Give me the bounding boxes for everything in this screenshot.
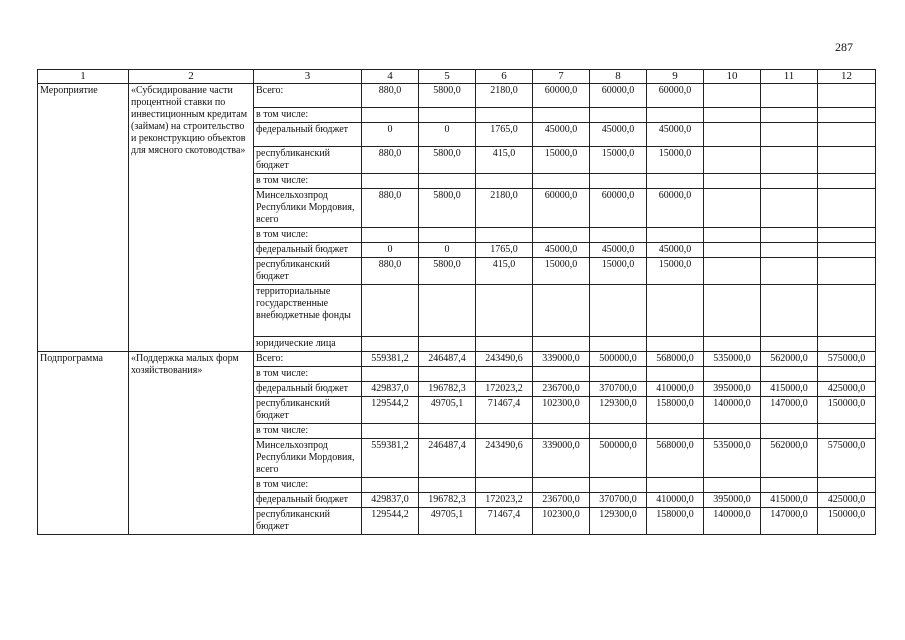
value-cell xyxy=(362,174,419,189)
value-cell xyxy=(818,243,876,258)
value-cell xyxy=(647,367,704,382)
value-cell: 395000,0 xyxy=(704,382,761,397)
value-cell: 559381,2 xyxy=(362,439,419,478)
value-cell xyxy=(818,478,876,493)
column-header: 10 xyxy=(704,70,761,84)
value-cell: 102300,0 xyxy=(533,397,590,424)
row-label: Всего: xyxy=(254,352,362,367)
value-cell xyxy=(476,478,533,493)
value-cell xyxy=(419,367,476,382)
value-cell: 45000,0 xyxy=(533,243,590,258)
table-row xyxy=(38,352,876,367)
value-cell xyxy=(704,228,761,243)
value-cell: 5800,0 xyxy=(419,84,476,108)
value-cell: 562000,0 xyxy=(761,439,818,478)
value-cell: 15000,0 xyxy=(647,147,704,174)
row-label: республиканский бюджет xyxy=(254,258,362,285)
value-cell: 140000,0 xyxy=(704,508,761,535)
row-label: Минсельхозпрод Республики Мордовия, всего xyxy=(254,439,362,478)
value-cell: 236700,0 xyxy=(533,382,590,397)
value-cell xyxy=(476,108,533,123)
value-cell: 415,0 xyxy=(476,147,533,174)
value-cell: 129300,0 xyxy=(590,508,647,535)
row-label: в том числе: xyxy=(254,478,362,493)
value-cell xyxy=(818,285,876,337)
column-header: 6 xyxy=(476,70,533,84)
value-cell: 246487,4 xyxy=(419,352,476,367)
value-cell xyxy=(362,478,419,493)
value-cell: 243490,6 xyxy=(476,352,533,367)
value-cell xyxy=(704,367,761,382)
value-cell: 15000,0 xyxy=(533,258,590,285)
value-cell: 196782,3 xyxy=(419,493,476,508)
value-cell: 500000,0 xyxy=(590,439,647,478)
value-cell xyxy=(419,108,476,123)
section-type: Мероприятие xyxy=(38,84,129,352)
value-cell xyxy=(761,174,818,189)
value-cell: 129544,2 xyxy=(362,508,419,535)
value-cell xyxy=(533,337,590,352)
value-cell xyxy=(419,228,476,243)
value-cell xyxy=(533,285,590,337)
value-cell: 45000,0 xyxy=(647,123,704,147)
value-cell xyxy=(533,424,590,439)
value-cell: 5800,0 xyxy=(419,189,476,228)
value-cell xyxy=(419,478,476,493)
column-header: 11 xyxy=(761,70,818,84)
row-label: федеральный бюджет xyxy=(254,382,362,397)
value-cell xyxy=(647,108,704,123)
value-cell: 2180,0 xyxy=(476,189,533,228)
value-cell: 1765,0 xyxy=(476,243,533,258)
value-cell xyxy=(704,174,761,189)
table-body xyxy=(38,84,876,535)
value-cell xyxy=(476,367,533,382)
value-cell xyxy=(761,424,818,439)
row-label: республиканский бюджет xyxy=(254,397,362,424)
value-cell xyxy=(761,84,818,108)
value-cell: 60000,0 xyxy=(647,84,704,108)
value-cell: 5800,0 xyxy=(419,258,476,285)
value-cell: 0 xyxy=(419,123,476,147)
value-cell xyxy=(704,147,761,174)
value-cell xyxy=(590,228,647,243)
value-cell xyxy=(647,337,704,352)
value-cell: 45000,0 xyxy=(533,123,590,147)
value-cell xyxy=(761,108,818,123)
value-cell xyxy=(704,243,761,258)
value-cell xyxy=(362,285,419,337)
value-cell xyxy=(647,478,704,493)
value-cell xyxy=(704,258,761,285)
row-label: в том числе: xyxy=(254,367,362,382)
row-label: территориальные государственные внебюджетные фонды xyxy=(254,285,362,337)
value-cell: 568000,0 xyxy=(647,352,704,367)
value-cell: 15000,0 xyxy=(590,258,647,285)
value-cell xyxy=(818,123,876,147)
value-cell: 425000,0 xyxy=(818,382,876,397)
value-cell: 158000,0 xyxy=(647,508,704,535)
column-header: 12 xyxy=(818,70,876,84)
value-cell: 880,0 xyxy=(362,189,419,228)
value-cell: 129544,2 xyxy=(362,397,419,424)
value-cell: 370700,0 xyxy=(590,493,647,508)
value-cell xyxy=(704,337,761,352)
row-label: республиканский бюджет xyxy=(254,508,362,535)
value-cell: 60000,0 xyxy=(590,84,647,108)
value-cell xyxy=(818,147,876,174)
row-label: в том числе: xyxy=(254,424,362,439)
value-cell: 150000,0 xyxy=(818,508,876,535)
value-cell: 172023,2 xyxy=(476,382,533,397)
value-cell xyxy=(419,174,476,189)
value-cell: 246487,4 xyxy=(419,439,476,478)
value-cell: 15000,0 xyxy=(533,147,590,174)
value-cell xyxy=(476,285,533,337)
value-cell: 575000,0 xyxy=(818,352,876,367)
value-cell xyxy=(362,108,419,123)
value-cell: 49705,1 xyxy=(419,508,476,535)
value-cell xyxy=(818,174,876,189)
value-cell: 2180,0 xyxy=(476,84,533,108)
value-cell xyxy=(533,228,590,243)
row-label: федеральный бюджет xyxy=(254,123,362,147)
value-cell: 415,0 xyxy=(476,258,533,285)
value-cell xyxy=(590,424,647,439)
value-cell xyxy=(533,478,590,493)
value-cell xyxy=(647,228,704,243)
value-cell: 880,0 xyxy=(362,147,419,174)
value-cell xyxy=(818,108,876,123)
value-cell: 568000,0 xyxy=(647,439,704,478)
value-cell: 429837,0 xyxy=(362,382,419,397)
value-cell xyxy=(533,108,590,123)
value-cell: 1765,0 xyxy=(476,123,533,147)
value-cell xyxy=(704,84,761,108)
value-cell: 236700,0 xyxy=(533,493,590,508)
header-row xyxy=(38,70,876,84)
value-cell: 15000,0 xyxy=(647,258,704,285)
column-header: 7 xyxy=(533,70,590,84)
row-label: в том числе: xyxy=(254,108,362,123)
value-cell: 140000,0 xyxy=(704,397,761,424)
value-cell xyxy=(761,285,818,337)
value-cell xyxy=(533,174,590,189)
value-cell xyxy=(704,123,761,147)
value-cell xyxy=(362,367,419,382)
value-cell xyxy=(818,84,876,108)
value-cell xyxy=(647,174,704,189)
column-header: 3 xyxy=(254,70,362,84)
row-label: Всего: xyxy=(254,84,362,108)
value-cell: 5800,0 xyxy=(419,147,476,174)
value-cell: 880,0 xyxy=(362,84,419,108)
value-cell: 575000,0 xyxy=(818,439,876,478)
value-cell: 370700,0 xyxy=(590,382,647,397)
value-cell xyxy=(761,258,818,285)
value-cell: 535000,0 xyxy=(704,439,761,478)
value-cell xyxy=(761,478,818,493)
value-cell xyxy=(761,243,818,258)
value-cell xyxy=(476,337,533,352)
value-cell xyxy=(818,258,876,285)
column-header: 8 xyxy=(590,70,647,84)
value-cell xyxy=(476,424,533,439)
value-cell xyxy=(362,337,419,352)
value-cell: 45000,0 xyxy=(590,243,647,258)
value-cell: 150000,0 xyxy=(818,397,876,424)
value-cell: 147000,0 xyxy=(761,397,818,424)
value-cell: 562000,0 xyxy=(761,352,818,367)
value-cell: 339000,0 xyxy=(533,352,590,367)
value-cell xyxy=(590,285,647,337)
value-cell: 535000,0 xyxy=(704,352,761,367)
value-cell: 880,0 xyxy=(362,258,419,285)
value-cell xyxy=(362,228,419,243)
value-cell xyxy=(761,367,818,382)
value-cell xyxy=(419,285,476,337)
value-cell xyxy=(818,367,876,382)
page-number: 287 xyxy=(835,40,853,54)
value-cell: 410000,0 xyxy=(647,382,704,397)
value-cell xyxy=(476,174,533,189)
value-cell xyxy=(647,424,704,439)
value-cell: 15000,0 xyxy=(590,147,647,174)
column-header: 5 xyxy=(419,70,476,84)
row-label: в том числе: xyxy=(254,174,362,189)
value-cell: 395000,0 xyxy=(704,493,761,508)
value-cell xyxy=(704,108,761,123)
budget-table xyxy=(37,69,876,535)
table-row xyxy=(38,84,876,108)
value-cell: 415000,0 xyxy=(761,493,818,508)
value-cell: 60000,0 xyxy=(590,189,647,228)
value-cell xyxy=(419,424,476,439)
value-cell xyxy=(761,228,818,243)
section-name: «Поддержка малых форм хозяйствования» xyxy=(129,352,254,535)
row-label: федеральный бюджет xyxy=(254,243,362,258)
value-cell xyxy=(761,337,818,352)
value-cell xyxy=(590,367,647,382)
value-cell xyxy=(590,478,647,493)
value-cell: 559381,2 xyxy=(362,352,419,367)
column-header: 2 xyxy=(129,70,254,84)
value-cell xyxy=(704,478,761,493)
row-label: Минсельхозпрод Республики Мордовия, всего xyxy=(254,189,362,228)
value-cell: 172023,2 xyxy=(476,493,533,508)
value-cell: 0 xyxy=(362,123,419,147)
value-cell xyxy=(704,424,761,439)
section-type: Подпрограмма xyxy=(38,352,129,535)
value-cell: 243490,6 xyxy=(476,439,533,478)
value-cell: 0 xyxy=(362,243,419,258)
value-cell xyxy=(761,189,818,228)
value-cell: 196782,3 xyxy=(419,382,476,397)
value-cell xyxy=(476,228,533,243)
column-header: 9 xyxy=(647,70,704,84)
row-label: республиканский бюджет xyxy=(254,147,362,174)
value-cell xyxy=(818,337,876,352)
value-cell xyxy=(818,424,876,439)
value-cell: 60000,0 xyxy=(533,189,590,228)
value-cell: 71467,4 xyxy=(476,397,533,424)
value-cell: 49705,1 xyxy=(419,397,476,424)
column-header: 1 xyxy=(38,70,129,84)
value-cell: 158000,0 xyxy=(647,397,704,424)
value-cell: 410000,0 xyxy=(647,493,704,508)
value-cell: 129300,0 xyxy=(590,397,647,424)
value-cell: 500000,0 xyxy=(590,352,647,367)
value-cell xyxy=(590,174,647,189)
value-cell xyxy=(818,189,876,228)
value-cell xyxy=(761,147,818,174)
value-cell xyxy=(704,285,761,337)
row-label: в том числе: xyxy=(254,228,362,243)
row-label: федеральный бюджет xyxy=(254,493,362,508)
value-cell: 429837,0 xyxy=(362,493,419,508)
value-cell: 71467,4 xyxy=(476,508,533,535)
value-cell: 339000,0 xyxy=(533,439,590,478)
value-cell: 60000,0 xyxy=(533,84,590,108)
row-label: юридические лица xyxy=(254,337,362,352)
value-cell: 45000,0 xyxy=(647,243,704,258)
value-cell xyxy=(761,123,818,147)
value-cell: 425000,0 xyxy=(818,493,876,508)
value-cell xyxy=(419,337,476,352)
value-cell: 45000,0 xyxy=(590,123,647,147)
column-header: 4 xyxy=(362,70,419,84)
value-cell xyxy=(362,424,419,439)
value-cell: 102300,0 xyxy=(533,508,590,535)
section-name: «Субсидирование части процентной ставки по инвестиционным кредитам (займам) на строительство и реконструкцию объектов для мясного скотоводства» xyxy=(129,84,254,352)
value-cell xyxy=(590,337,647,352)
value-cell: 0 xyxy=(419,243,476,258)
value-cell: 147000,0 xyxy=(761,508,818,535)
value-cell xyxy=(647,285,704,337)
value-cell xyxy=(818,228,876,243)
value-cell xyxy=(590,108,647,123)
value-cell xyxy=(704,189,761,228)
value-cell: 60000,0 xyxy=(647,189,704,228)
value-cell: 415000,0 xyxy=(761,382,818,397)
value-cell xyxy=(533,367,590,382)
